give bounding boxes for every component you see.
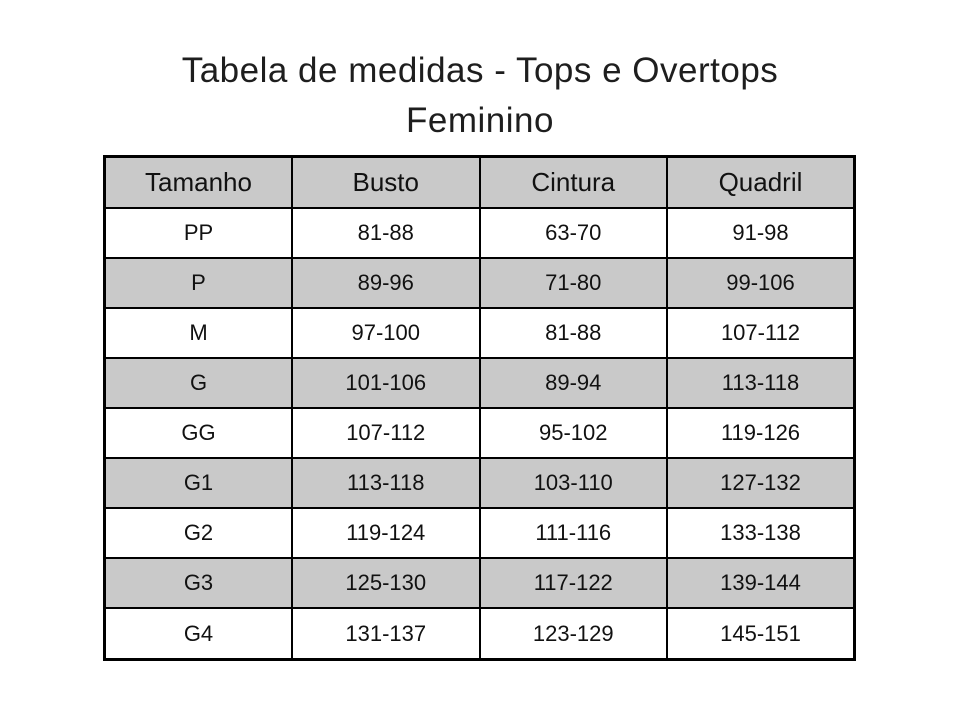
measure-cell: 95-102 bbox=[480, 408, 668, 458]
table-row bbox=[105, 408, 855, 458]
size-cell: P bbox=[105, 258, 293, 308]
size-cell: G4 bbox=[105, 608, 293, 659]
measure-cell: 63-70 bbox=[480, 208, 668, 258]
measure-cell: 113-118 bbox=[667, 358, 855, 408]
title-line-2: Feminino bbox=[406, 101, 554, 140]
table-row bbox=[105, 458, 855, 508]
size-cell: M bbox=[105, 308, 293, 358]
size-cell: PP bbox=[105, 208, 293, 258]
table-row bbox=[105, 558, 855, 608]
measure-cell: 139-144 bbox=[667, 558, 855, 608]
measure-cell: 119-124 bbox=[292, 508, 480, 558]
measure-cell: 81-88 bbox=[480, 308, 668, 358]
measure-cell: 123-129 bbox=[480, 608, 668, 659]
measure-cell: 107-112 bbox=[292, 408, 480, 458]
measure-cell: 97-100 bbox=[292, 308, 480, 358]
table-body bbox=[105, 208, 855, 660]
measure-cell: 113-118 bbox=[292, 458, 480, 508]
size-cell: G bbox=[105, 358, 293, 408]
column-header: Tamanho bbox=[105, 157, 293, 208]
measure-cell: 145-151 bbox=[667, 608, 855, 659]
column-header: Cintura bbox=[480, 157, 668, 208]
measure-cell: 127-132 bbox=[667, 458, 855, 508]
size-chart-table bbox=[103, 155, 856, 661]
column-header: Busto bbox=[292, 157, 480, 208]
measure-cell: 107-112 bbox=[667, 308, 855, 358]
table-row bbox=[105, 208, 855, 258]
column-header: Quadril bbox=[667, 157, 855, 208]
table-row bbox=[105, 608, 855, 659]
title-line-1: Tabela de medidas - Tops e Overtops bbox=[181, 51, 779, 90]
table-row bbox=[105, 358, 855, 408]
measure-cell: 91-98 bbox=[667, 208, 855, 258]
measure-cell: 89-94 bbox=[480, 358, 668, 408]
table-row bbox=[105, 308, 855, 358]
table-row bbox=[105, 508, 855, 558]
header-row bbox=[105, 157, 855, 208]
size-cell: GG bbox=[105, 408, 293, 458]
measure-cell: 117-122 bbox=[480, 558, 668, 608]
measure-cell: 131-137 bbox=[292, 608, 480, 659]
measure-cell: 81-88 bbox=[292, 208, 480, 258]
table-row bbox=[105, 258, 855, 308]
measure-cell: 119-126 bbox=[667, 408, 855, 458]
page-title bbox=[0, 46, 960, 146]
measure-cell: 133-138 bbox=[667, 508, 855, 558]
size-cell: G2 bbox=[105, 508, 293, 558]
size-cell: G1 bbox=[105, 458, 293, 508]
measure-cell: 103-110 bbox=[480, 458, 668, 508]
measure-cell: 71-80 bbox=[480, 258, 668, 308]
measure-cell: 99-106 bbox=[667, 258, 855, 308]
measure-cell: 89-96 bbox=[292, 258, 480, 308]
size-cell: G3 bbox=[105, 558, 293, 608]
measure-cell: 101-106 bbox=[292, 358, 480, 408]
measure-cell: 111-116 bbox=[480, 508, 668, 558]
measure-cell: 125-130 bbox=[292, 558, 480, 608]
